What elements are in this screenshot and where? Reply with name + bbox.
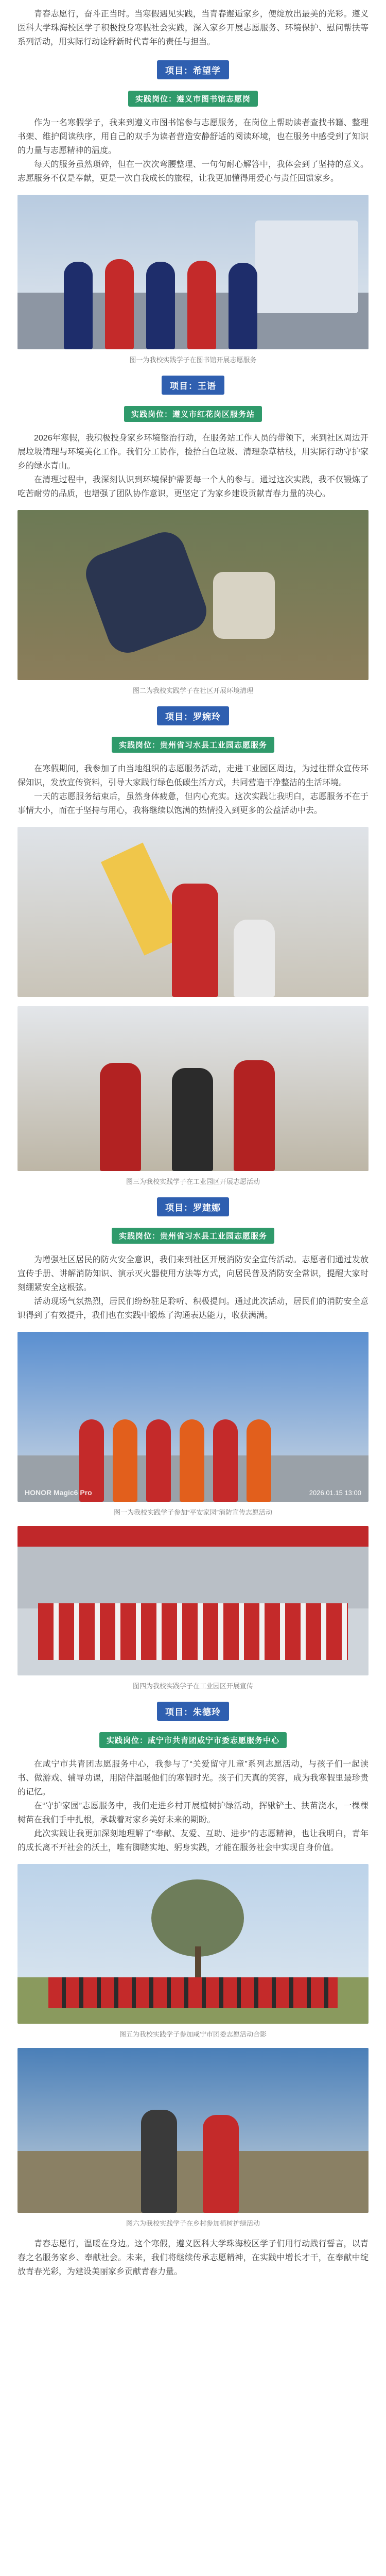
- section1-photo-caption: 图一为我校实践学子在图书馆开展志愿服务: [129, 356, 257, 364]
- section5-photo-1: [17, 1864, 369, 2024]
- photo-date-stamp: 2026.01.15 13:00: [309, 1489, 361, 1497]
- section2-paragraph-2: 在清理过程中，我深刻认识到环境保护需要每一个人的参与。通过这次实践，我不仅锻炼了吃苦耐劳的品质，也增强了团队协作意识，更坚定了为家乡建设贡献青春力量的决心。: [17, 476, 369, 498]
- section4-post-tag: 实践岗位：贵州省习水县工业园志愿服务: [0, 1228, 386, 1244]
- section5-photo-2: [17, 2048, 369, 2213]
- section1-project-tag: 项目：希望学: [0, 60, 386, 79]
- section2-paragraph-1: 2026年寒假，我积极投身家乡环境整治行动，在服务站工作人员的带领下，来到社区周边开展垃圾清理与环境美化工作。我们分工协作，捡拾白色垃圾、清理杂草枯枝，用实际行动守护家乡的绿水青山。: [17, 434, 369, 470]
- section2-post-tag: 实践岗位：遵义市红花岗区服务站: [0, 406, 386, 422]
- section3-paragraph-2: 一天的志愿服务结束后，虽然身体疲惫，但内心充实。这次实践让我明白，志愿服务不在于事情大小，而在于坚持与用心，我将继续以饱满的热情投入到更多的公益活动中去。: [17, 792, 369, 815]
- section4-paragraph-2: 活动现场气氛热烈，居民们纷纷驻足聆听、积极提问。通过此次活动，居民们的消防安全意识得到了有效提升，我们也在实践中锻炼了沟通表达能力，收获满满。: [17, 1297, 369, 1320]
- section4-photo-caption-1: 图一为我校实践学子参加“平安家园”消防宣传志愿活动: [114, 1509, 272, 1516]
- section5-paragraph-1: 在咸宁市共青团志愿服务中心，我参与了“关爱留守儿童”系列志愿活动，与孩子们一起读书、做游戏、辅导功课，用陪伴温暖他们的寒假时光。孩子们天真的笑容，成为我寒假里最珍贵的记忆。: [17, 1760, 369, 1797]
- section1-paragraph-2: 每天的服务虽然琐碎，但在一次次弯腰整理、一句句耐心解答中，我体会到了坚持的意义。志愿服务不仅是奉献，更是一次自我成长的旅程，让我更加懂得用爱心与责任回馈家乡。: [17, 160, 369, 183]
- section1-photo: [17, 195, 369, 349]
- section2-project-tag: 项目：王语: [0, 376, 386, 395]
- section4-photo-1: [17, 1332, 369, 1502]
- section5-paragraph-2: 在“守护家园”志愿服务中，我们走进乡村开展植树护绿活动，挥锹铲土、扶苗浇水，一棵棵树苗在我们手中扎根，承载着对家乡美好未来的期盼。: [17, 1802, 369, 1824]
- section4-photo-2: [17, 1526, 369, 1675]
- section5-post-tag: 实践岗位：咸宁市共青团咸宁市委志愿服务中心: [0, 1732, 386, 1748]
- section5-paragraph-3: 此次实践让我更加深刻地理解了“奉献、友爱、互助、进步”的志愿精神，也让我明白，青年的成长离不开社会的沃土，唯有脚踏实地、躬身实践，才能在服务社会中实现自身价值。: [17, 1829, 369, 1852]
- section1-post-tag: 实践岗位：遵义市图书馆志愿岗: [0, 91, 386, 107]
- section3-photo-1: [17, 827, 369, 997]
- section4-paragraph-1: 为增强社区居民的防火安全意识，我们来到社区开展消防安全宣传活动。志愿者们通过发放宣传手册、讲解消防知识、演示灭火器使用方法等方式，向居民普及消防安全常识，提醒大家时刻绷紧安全这根弦。: [17, 1256, 369, 1292]
- section4-photo-caption-2: 图四为我校实践学子在工业园区开展宣传: [132, 1682, 253, 1690]
- section5-photo-caption-1: 图五为我校实践学子参加咸宁市团委志愿活动合影: [119, 2030, 267, 2038]
- section5-photo-caption-2: 图六为我校实践学子在乡村参加植树护绿活动: [126, 2219, 260, 2227]
- section2-photo: [17, 510, 369, 680]
- section2-photo-caption: 图二为我校实践学子在社区开展环境清理: [132, 687, 253, 694]
- phone-watermark: HONOR Magic6 Pro: [25, 1488, 92, 1497]
- intro-paragraph: 青春志愿行，奋斗正当时。当寒假遇见实践，当青春邂逅家乡，便绽放出最美的光彩。遵义医科大学珠海校区学子积极投身寒假社会实践，深入家乡开展志愿服务、环境保护、慰问帮扶等系列活动，用实际行动诠释新时代青年的责任与担当。: [17, 10, 369, 46]
- section1-paragraph-1: 作为一名寒假学子，我来到遵义市图书馆参与志愿服务，在岗位上帮助读者查找书籍、整理书架、维护阅读秩序，用自己的双手为读者营造安静舒适的阅读环境，也在服务中感受到了知识的力量与志愿精神的温度。: [17, 118, 369, 155]
- conclusion-paragraph: 青春志愿行，温暖在身边。这个寒假，遵义医科大学珠海校区学子们用行动践行誓言，以青春之名服务家乡、奉献社会。未来，我们将继续传承志愿精神，在实践中增长才干，在奉献中绽放青春光彩，为建设美丽家乡贡献青春力量。: [17, 2240, 369, 2276]
- section4-project-tag: 项目：罗建娜: [0, 1197, 386, 1216]
- section3-post-tag: 实践岗位：贵州省习水县工业园志愿服务: [0, 737, 386, 753]
- section5-project-tag: 项目：朱德玲: [0, 1702, 386, 1721]
- section3-project-tag: 项目：罗婉玲: [0, 706, 386, 725]
- section3-paragraph-1: 在寒假期间，我参加了由当地组织的志愿服务活动，走进工业园区周边，为过往群众宣传环保知识，发放宣传资料，引导大家践行绿色低碳生活方式，共同营造干净整洁的生活环境。: [17, 765, 369, 787]
- section3-photo-caption: 图三为我校实践学子在工业园区开展志愿活动: [126, 1178, 260, 1185]
- section3-photo-2: [17, 1006, 369, 1171]
